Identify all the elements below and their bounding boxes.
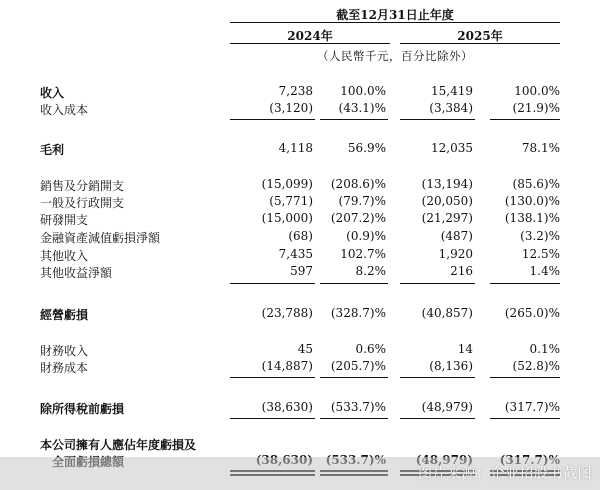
value-2024: 4,118 (278, 141, 313, 155)
value-2025: 14 (457, 342, 473, 356)
value-2025: (8,136) (429, 359, 473, 373)
percent-2025: (265.0)% (504, 306, 560, 320)
subtotal-rule (230, 377, 315, 378)
row-label: 收入 (40, 86, 65, 100)
subtotal-rule (400, 377, 475, 378)
subtotal-rule (490, 283, 560, 284)
percent-2025: 78.1% (521, 141, 560, 155)
percent-2025: (3.2)% (520, 229, 560, 243)
percent-2024: 56.9% (347, 141, 386, 155)
value-2025: (48,979) (421, 400, 473, 414)
percent-2025: (317.7)% (504, 400, 560, 414)
percent-2025: (52.8)% (512, 359, 560, 373)
value-2025: (20,050) (421, 194, 473, 208)
row-label: 研發開支 (40, 213, 89, 227)
subtotal-rule (320, 418, 388, 419)
percent-2024: 0.6% (355, 342, 386, 356)
percent-2024: 100.0% (340, 84, 386, 98)
subtotal-rule (320, 119, 388, 120)
percent-2024: (533.7)% (330, 400, 386, 414)
value-2024: 7,435 (278, 247, 313, 261)
subtotal-rule (490, 377, 560, 378)
subtotal-rule (230, 283, 315, 284)
unit-note: （人民幣千元，百分比除外） (317, 49, 473, 63)
percent-2024: 102.7% (340, 247, 386, 261)
percent-2025: (85.6)% (512, 177, 560, 191)
value-2025: (40,857) (421, 306, 473, 320)
row-label: 其他收益淨額 (40, 266, 113, 280)
value-2025: (487) (440, 229, 473, 243)
percent-2024: (208.6)% (330, 177, 386, 191)
subtotal-rule (400, 283, 475, 284)
value-2024: (38,630) (261, 400, 313, 414)
subtotal-rule (320, 377, 388, 378)
subtotal-rule (400, 418, 475, 419)
watermark-text: 图片来源：企业招股书截图 (418, 466, 592, 482)
value-2024: (5,771) (269, 194, 313, 208)
percent-2024: (207.2)% (330, 211, 386, 225)
percent-2025: 0.1% (529, 342, 560, 356)
percent-2024: (328.7)% (330, 306, 386, 320)
subtotal-rule (230, 418, 315, 419)
value-2025: 1,920 (438, 247, 473, 261)
year-2025-underline (400, 43, 560, 44)
year-2025-header: 2025年 (457, 29, 503, 43)
row-label: 其他收入 (40, 249, 89, 263)
subtotal-rule (400, 119, 475, 120)
row-label: 財務成本 (40, 361, 89, 375)
percent-2024: (0.9)% (346, 229, 386, 243)
row-label: 金融資產減值虧損淨額 (40, 231, 161, 245)
value-2024: (15,099) (261, 177, 313, 191)
subtotal-rule (230, 119, 315, 120)
value-2025: (3,384) (429, 101, 473, 115)
row-label: 毛利 (40, 143, 65, 157)
value-2024: (68) (288, 229, 313, 243)
row-label: 財務收入 (40, 344, 89, 358)
percent-2025: (130.0)% (504, 194, 560, 208)
percent-2025: 12.5% (521, 247, 560, 261)
percent-2024: 8.2% (355, 264, 386, 278)
value-2024: (3,120) (269, 101, 313, 115)
percent-2024: (205.7)% (330, 359, 386, 373)
subtotal-rule (490, 418, 560, 419)
row-label: 除所得稅前虧損 (40, 402, 125, 416)
period-header: 截至12月31日止年度 (336, 8, 454, 22)
value-2024: 597 (290, 264, 313, 278)
value-2025: (13,194) (421, 177, 473, 191)
percent-2024: (79.7)% (338, 194, 386, 208)
value-2025: (21,297) (421, 211, 473, 225)
year-2024-underline (230, 43, 390, 44)
percent-2024: (43.1)% (338, 101, 386, 115)
value-2025: 216 (450, 264, 473, 278)
subtotal-rule (490, 119, 560, 120)
row-label: 收入成本 (40, 103, 89, 117)
percent-2025: (21.9)% (512, 101, 560, 115)
row-label: 本公司擁有人應佔年度虧損及 (40, 438, 197, 452)
value-2024: 7,238 (278, 84, 313, 98)
period-header-underline (230, 22, 560, 23)
value-2025: 12,035 (431, 141, 473, 155)
row-label: 經營虧損 (40, 308, 89, 322)
percent-2025: 1.4% (529, 264, 560, 278)
percent-2025: 100.0% (514, 84, 560, 98)
value-2025: 15,419 (431, 84, 473, 98)
percent-2025: (138.1)% (504, 211, 560, 225)
value-2024: 45 (297, 342, 313, 356)
value-2024: (15,000) (261, 211, 313, 225)
value-2024: (14,887) (261, 359, 313, 373)
year-2024-header: 2024年 (287, 29, 333, 43)
subtotal-rule (320, 283, 388, 284)
value-2024: (23,788) (261, 306, 313, 320)
row-label: 一般及行政開支 (40, 196, 125, 210)
row-label: 銷售及分銷開支 (40, 179, 125, 193)
